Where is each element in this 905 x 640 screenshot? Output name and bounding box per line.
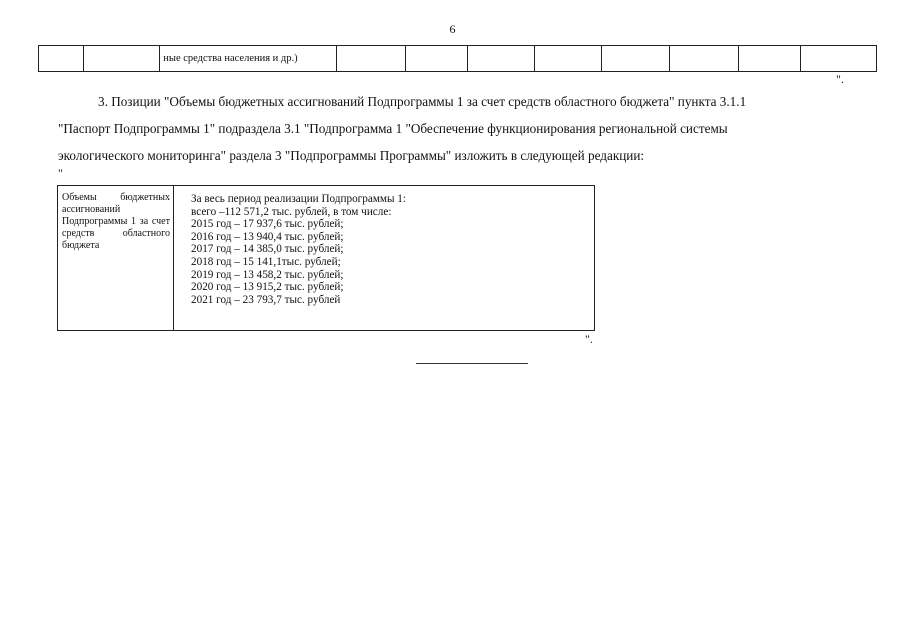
closing-quote: ". — [585, 332, 593, 346]
passport-line: всего –112 571,2 тыс. рублей, в том числе: — [191, 205, 392, 218]
table-cell — [535, 46, 602, 72]
table-cell — [467, 46, 534, 72]
passport-label: Объемы бюджетных ассигнований Подпрограммы 1 за счет средств областного бюджета — [58, 186, 174, 330]
passport-line: 2016 год – 13 940,4 тыс. рублей; — [191, 230, 344, 243]
closing-quote: ". — [836, 72, 844, 86]
table-row — [39, 46, 877, 72]
passport-line: 2015 год – 17 937,6 тыс. рублей; — [191, 218, 344, 231]
passport-line: 2020 год – 13 915,2 тыс. рублей; — [191, 281, 344, 294]
paragraph-line: 3. Позиции "Объемы бюджетных ассигнований Подпрограммы 1 за счет средств областного бюджета" пункта 3.1.1 — [98, 94, 747, 109]
passport-values — [174, 186, 594, 330]
passport-line: 2018 год – 15 141,1тыс. рублей; — [191, 255, 341, 268]
table-cell — [39, 46, 84, 72]
passport-line: 2021 год – 23 793,7 тыс. рублей — [191, 293, 341, 306]
divider-line — [416, 363, 528, 364]
table-cell: ные средства населения и др.) — [160, 46, 336, 72]
paragraph-line: экологического мониторинга" раздела 3 "Подпрограммы Программы" изложить в следующей редакции: — [58, 148, 645, 163]
opening-quote: " — [58, 166, 63, 180]
passport-line: 2019 год – 13 458,2 тыс. рублей; — [191, 268, 344, 281]
table-cell — [336, 46, 405, 72]
passport-table — [57, 185, 595, 331]
amendment-paragraph — [58, 88, 858, 169]
passport-line: 2017 год – 14 385,0 тыс. рублей; — [191, 243, 344, 256]
paragraph-line: "Паспорт Подпрограммы 1" подраздела 3.1 "Подпрограмма 1 "Обеспечение функционирования региональной системы — [58, 121, 728, 136]
continuation-table — [38, 45, 877, 72]
table-cell — [602, 46, 670, 72]
table-cell — [670, 46, 738, 72]
table-cell — [738, 46, 800, 72]
table-cell — [405, 46, 467, 72]
page-number: 6 — [449, 22, 456, 36]
table-cell — [84, 46, 160, 72]
passport-line: За весь период реализации Подпрограммы 1: — [191, 193, 406, 205]
table-cell — [800, 46, 876, 72]
